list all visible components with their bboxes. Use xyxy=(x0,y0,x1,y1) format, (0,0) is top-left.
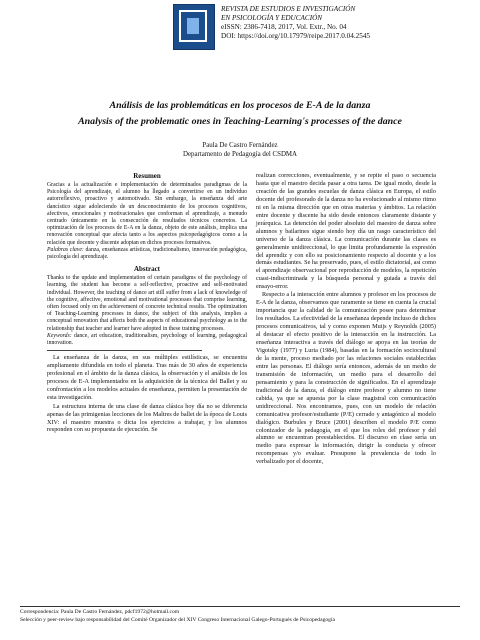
resumen-keywords-label: Palabras clave: xyxy=(47,246,84,253)
resumen-keywords xyxy=(47,247,247,261)
journal-header xyxy=(221,5,471,41)
abstract-keywords-list: dance, art education, traditionalism, psychology of learning, pedagogical innovation. xyxy=(47,332,247,347)
body-paragraph: La estructura interna de una clase de danza clásica hoy día no se diferencia apenas de las primigenias lecciones de los Maîtres de ballet de la época de Louis XIV: el maestro muestra o dicta los ejercicios a trabajar, y los alumnos responden con su propuesta de ejecución. Se xyxy=(47,402,247,434)
abstract-keywords-label: Keywords: xyxy=(47,332,72,339)
abstract-heading: Abstract xyxy=(133,265,161,274)
body-paragraph: Respecto a la interacción entre alumnos y profesor en los procesos de E-A de la danza, observamos que raramente se tiene en cuenta la crucial importancia que la calidad de la comunicación posee para determinar los resultados. La efectividad de la enseñanza depende incluso de dichos procesos comunicativos, tal y como exponen Muijs y Reynolds (2005) al destacar el efecto positivo de la interacción en la instrucción. La enseñanza interactiva a través del diálogo se apoya en las teorías de Vigotsky (1977) y Luria (1984), basadas en la formación sociocultural de la mente, proceso mediado por las relaciones sociales establecidas entre las personas. El diálogo sería entonces, además de un medio de transmisión de información, un medio para el desarrollo del pensamiento y para la construcción de significados. En el aprendizaje tradicional de la danza, el diálogo entre profesor y alumno no tiene cabida, ya que se apuesta por la clase magistral con comunicación unidireccional. Nos encontramos, pues, con un modelo de relación comunicativa profesor/estudiante (P/E) cerrado y antagónico al modelo dialógico. Burbules y Bruce (2001) describen el modelo P/E como colonizador de la pedagogía, en el que los roles del profesor y del alumno se encuentran preestablecidos. El discurso en clase sería un medio para expresar la información, dirigir la conducta y ofrecer recompensas y/o evaluar. Presupone la prevalencia de todo lo verbalizado por el docente, xyxy=(256,291,436,466)
resumen-keywords-list: danza, enseñanzas artísticas, tradicionalismo, innovación pedagógica, psicología del aprendizaje. xyxy=(47,246,247,261)
author-affiliation: Departamento de Pedagogía del CSDMA xyxy=(182,151,298,158)
author-name: Paula De Castro Fernández xyxy=(202,142,278,149)
abstract-text: Thanks to the update and implementation of certain paradigms of the psychology of learning, the student has become a self-reflective, proactive and self-motivated individual. However, the teaching of dance art still suffer from a lack of knowledge of the cognitive, affective, emotional and motivational processes that comprise learning, often focused only on the achievement of concrete technical results. The optimization of Teaching-Learning processes in dance, the subject of this analysis, implies a conceptual renovation that affects both the aspects of educational psychology as to the relationship that teacher and learner have adopted in these training processes. xyxy=(47,275,247,332)
title-spanish: Análisis de las problemáticas en los procesos de E-A de la danza xyxy=(109,100,371,111)
journal-title-line2: EN PSICOLOGÍA Y EDUCACIÓN xyxy=(221,14,323,23)
body-paragraph: La enseñanza de la danza, en sus múltiples estilísticas, se encuentra ampliamente difundida en todo el planeta. Tras más de 30 años de experiencia profesional en el ámbito de la danza clásica, la observación y el análisis de los procesos de E-A implementados en la adquisición de la técnica del Ballet y su confrontación a los modelos actuales de enseñanza, permiten la presentación de esta investigación. xyxy=(47,354,247,401)
title-english: Analysis of the problematic ones in Teaching-Learning's processes of the dance xyxy=(78,116,402,127)
resumen-text: Gracias a la actualización e implementación de determinados paradigmas de la Psicología del aprendizaje, el alumno ha llegado a convertirse en un individuo autorreflexivo, proactivo y automotivado. Sin embargo, la enseñanza del arte dancístico sigue adoleciendo de un desconocimiento de los procesos cognitivos, afectivos, emocionales y motivacionales que conforman el aprendizaje, a menudo centrado únicamente en la consecución de resultados técnicos concretos. La optimización de los procesos de E-A en la danza, objeto de este análisis, implica una renovación conceptual que afecta tanto a los aspectos psicopedagógicos como a la relación que docente y discente adoptan en dichos procesos formativos. xyxy=(47,182,247,246)
footer xyxy=(20,606,460,624)
author-block xyxy=(0,141,480,159)
correspondence: Correspondencia: Paula De Castro Fernández, pdcf1972@hotmail.com xyxy=(20,609,180,615)
journal-issn: eISSN: 2386-7418, 2017, Vol. Extr., No. 04 xyxy=(221,23,347,32)
journal-title-line1: REVISTA DE ESTUDIOS E INVESTIGACIÓN xyxy=(221,5,356,13)
body-paragraph: realizan correcciones, eventualmente, y se repite el paso o secuencia hasta que el maestro decida pasar a otra tarea. De igual modo, desde la creación de las grandes escuelas de danza clásica en Europa, el estilo docente del profesorado de la danza no ha evolucionado al mismo ritmo ni en la misma dirección que en otras materias y ámbitos. La relación entre docente y discente ha sido desde entonces claramente distante y jerárquica. La detención del poder absoluto del maestro de danza sobre alumnos y bailarines sigue siendo hoy día un rasgo característico del universo de la danza clásica. La comunicación durante las clases es generalmente unidireccional, lo que limita profundamente la expresión del aprendiz y con ello su posicionamiento respecto al docente y a los demás estudiantes. Se ha preservado, pues, el estilo dictatorial, así como el aprendizaje observacional por reproducción de modelos, la repetición cuasi-indiscriminada y la búsqueda personal y guiada a través del ensayo-error. xyxy=(256,172,436,291)
peer-review-note: Selección y peer-review bajo responsabilidad del Comité Organizador del XIV Congreso Internacional Galego-Portugués de Psicopedagogía xyxy=(20,616,336,623)
journal-logo xyxy=(173,4,215,50)
left-column xyxy=(47,172,247,434)
section-divider xyxy=(47,350,202,351)
abstract-keywords xyxy=(47,333,247,347)
resumen-heading: Resumen xyxy=(133,172,161,180)
journal-doi[interactable]: DOI: https://doi.org/10.17979/reipe.2017.0.04.2545 xyxy=(221,32,371,41)
right-column xyxy=(256,172,436,466)
